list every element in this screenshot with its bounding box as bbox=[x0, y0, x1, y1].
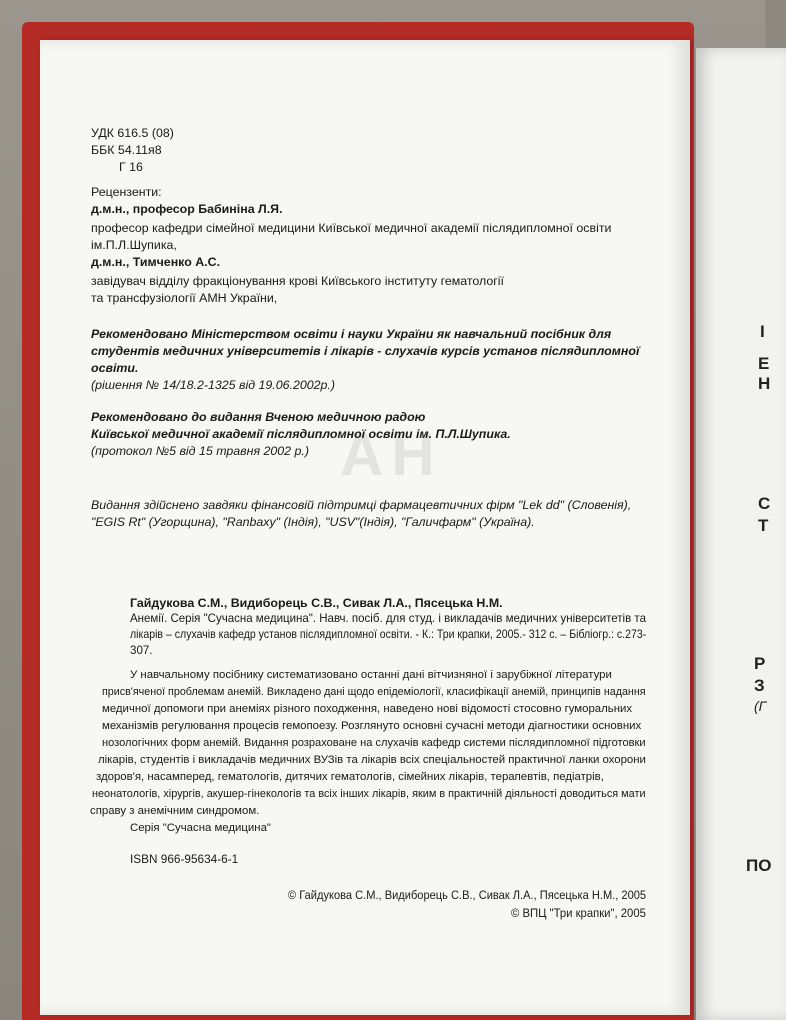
copyright-authors: © Гайдукова С.М., Видиборець С.В., Сивак Л.А., Пясецька Н.М., 2005 bbox=[288, 888, 647, 902]
reviewer-1-name: д.м.н., професор Бабиніна Л.Я. bbox=[91, 202, 283, 216]
ministry-recommendation-end: освіти. bbox=[91, 361, 139, 375]
udk-code: УДК 616.5 (08) bbox=[91, 126, 174, 140]
reviewer-1-position: професор кафедри сімейної медицини Київської медичної академії післядипломної освіти bbox=[91, 221, 612, 235]
council-protocol: (протокол №5 від 15 травня 2002 р.) bbox=[91, 444, 309, 458]
ministry-recommendation: Рекомендовано Міністерством освіти і науки України як навчальний посібник для bbox=[91, 327, 612, 341]
right-page-fragment: I bbox=[760, 322, 765, 341]
copyright-publisher: © ВПЦ "Три крапки", 2005 bbox=[511, 906, 646, 920]
right-page-fragment: (Г bbox=[754, 698, 767, 714]
right-page-fragment: H bbox=[758, 374, 771, 393]
abstract-line: медичної допомоги при анеміях різного походження, наведено нові відомості стосовно гуморальних bbox=[102, 703, 633, 715]
reviewer-2-position: завідувач відділу фракціонування крові Київського інституту гематології bbox=[91, 274, 504, 288]
reviewer-1-position-cont: ім.П.Л.Шупика, bbox=[91, 238, 177, 252]
reviewer-2-position-cont: та трансфузіології АМН України, bbox=[91, 291, 278, 305]
sponsors-text: Видання здійснено завдяки фінансовій підтримці фармацевтичних фірм "Lek dd" (Словенія), bbox=[91, 498, 632, 512]
bleed-through-title: АН bbox=[340, 421, 443, 488]
abstract-line: неонатологів, хірургів, акушер-гінекологів та всіх інших лікарів, яким в практичній діяльності доводиться мати bbox=[92, 788, 646, 800]
right-page-fragment: P bbox=[754, 654, 766, 673]
ministry-recommendation-cont: студентів медичних університетів і лікарів - слухачів курсів установ післядипломної bbox=[91, 344, 640, 358]
sponsors-text-cont: "EGIS Rt" (Угорщина), "Ranbaxy" (Індія), "USV"(Індія), "Галичфарм" (Україна). bbox=[91, 515, 535, 529]
right-page-fragment: E bbox=[758, 354, 770, 373]
author-mark: Г 16 bbox=[119, 160, 143, 174]
abstract-line: нозологічних форм анемій. Видання розраховане на слухачів кафедр системи післядипломної підготовки bbox=[102, 737, 646, 749]
right-page-fragment: ПО bbox=[746, 856, 772, 875]
reviewer-2-name: д.м.н., Тимченко А.С. bbox=[91, 255, 221, 269]
citation-line: 307. bbox=[130, 644, 153, 657]
isbn: ISBN 966-95634-6-1 bbox=[130, 852, 239, 866]
council-recommendation-cont: Київської медичної академії післядипломної освіти ім. П.Л.Шупика. bbox=[91, 427, 511, 441]
right-page bbox=[696, 48, 786, 1020]
citation-line: лікарів – слухачів кафедр установ післядипломної освіти. - К.: Три крапки, 2005.- 312 с. – Бібліогр.: с.273- bbox=[130, 628, 647, 641]
abstract-line: справу з анемічним синдромом. bbox=[90, 805, 260, 817]
right-page-fragment: C bbox=[758, 494, 771, 513]
citation-authors: Гайдукова С.М., Видиборець С.В., Сивак Л.А., Пясецька Н.М. bbox=[130, 596, 503, 610]
abstract-line: У навчальному посібнику систематизовано останні дані вітчизняної і зарубіжної літератури bbox=[130, 669, 612, 681]
abstract-line: механізмів регулювання процесів гемопоезу. Розглянуто основні сучасні методи діагностики основних bbox=[102, 720, 642, 732]
left-page bbox=[40, 40, 690, 1015]
abstract-line: присв'яченої проблемам анемій. Викладено дані щодо епідеміології, класифікації анемій, принципів надання bbox=[102, 686, 646, 698]
series-name: Серія "Сучасна медицина" bbox=[130, 822, 271, 834]
ministry-decision: (рішення № 14/18.2-1325 від 19.06.2002р.) bbox=[91, 378, 335, 392]
bbk-code: ББК 54.11я8 bbox=[91, 143, 162, 157]
council-recommendation: Рекомендовано до видання Вченою медичною радою bbox=[91, 410, 426, 424]
abstract-line: лікарів, студентів і викладачів медичних ВУЗів та лікарів всіх спеціальностей практичної ланки охорони bbox=[98, 754, 646, 766]
citation-line: Анемії. Серія "Сучасна медицина". Навч. посіб. для студ. і викладачів медичних університетів та bbox=[130, 612, 646, 625]
abstract-line: здоров'я, насамперед, гематологів, дитячих гематологів, сімейних лікарів, терапевтів, педіатрів, bbox=[96, 771, 604, 783]
right-page-fragment: З bbox=[754, 676, 765, 695]
reviewers-heading: Рецензенти: bbox=[91, 185, 162, 199]
right-page-fragment: T bbox=[758, 516, 769, 535]
